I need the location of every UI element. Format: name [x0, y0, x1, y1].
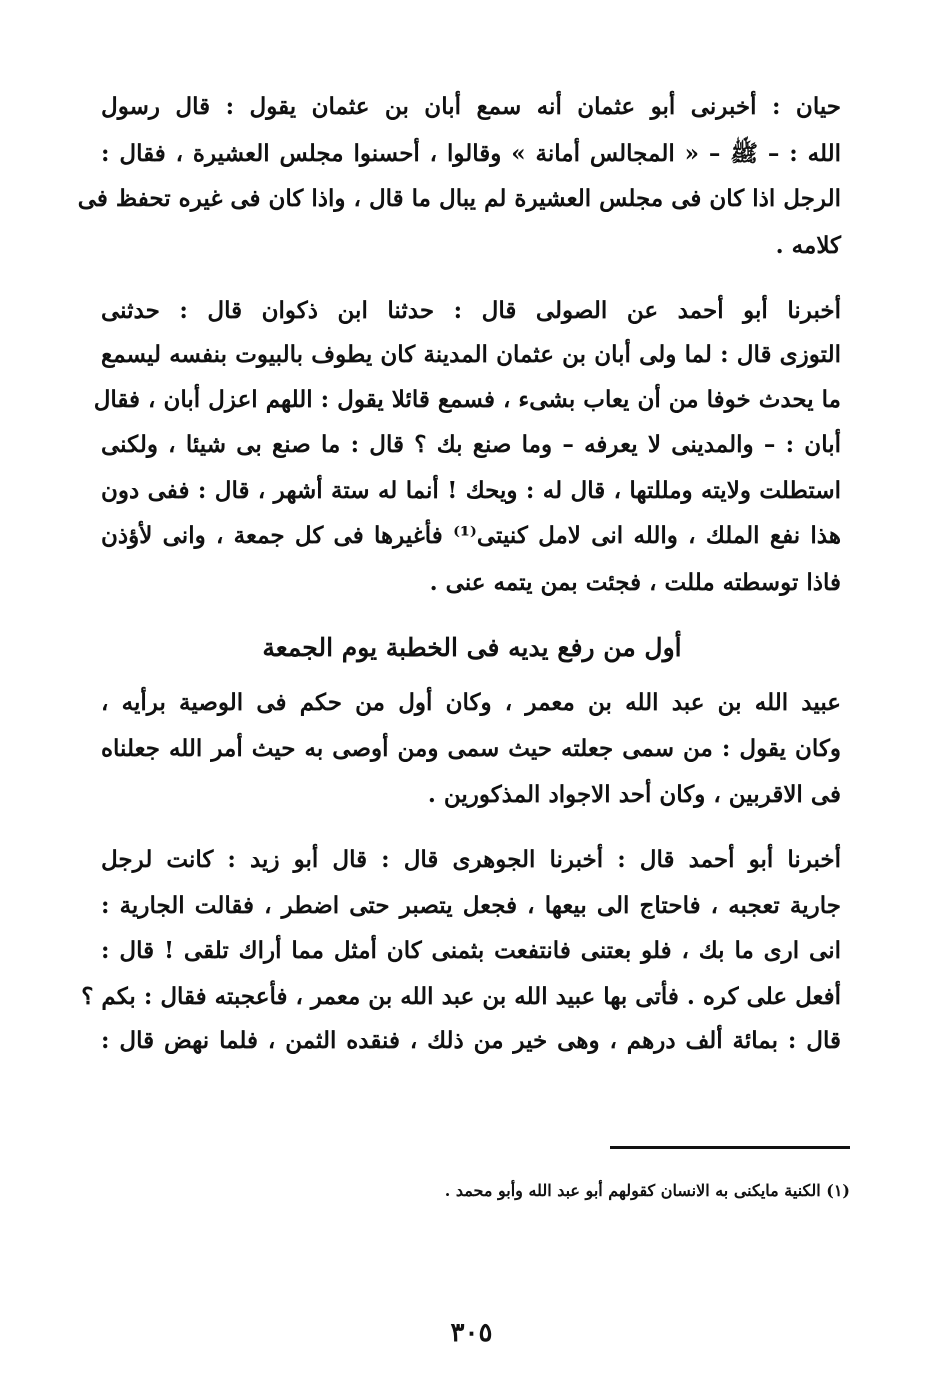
text-line: أبان : – والمدينى لا يعرفه – وما صنع بك ؟ قال : ما صنع بى شيئا ، ولكنى: [101, 431, 841, 458]
text-line: أخبرنا أبو أحمد قال : أخبرنا الجوهرى قال : قال أبو زيد : كانت لرجل: [101, 846, 841, 873]
text-line: التوزى قال : لما ولى أبان بن عثمان المدينة كان يطوف بالبيوت بنفسه ليسمع: [101, 341, 841, 368]
text-line: الرجل اذا كان فى مجلس العشيرة لم يبال ما قال ، واذا كان فى غيره تحفظ فى: [77, 185, 841, 212]
text-line: أخبرنا أبو أحمد عن الصولى قال : حدثنا ابن ذكوان قال : حدثنى: [101, 297, 841, 324]
text-line: جارية تعجبه ، فاحتاج الى بيعها ، فجعل يتصبر حتى اضطر ، فقالت الجارية :: [101, 892, 841, 919]
text-line: قال : بمائة ألف درهم ، وهى خير من ذلك ، فنقده الثمن ، فلما نهض قال :: [101, 1027, 841, 1054]
footnote-divider: [610, 1146, 850, 1149]
text-line: فاذا توسطته مللت ، فجئت بمن يتمه عنى .: [429, 569, 841, 596]
text-line: أفعل على كره . فأتى بها عبيد الله بن عبد الله بن معمر ، فأعجبته فقال : بكم ؟: [81, 983, 841, 1010]
text-line: انى ارى ما بك ، فلو بعتنى فانتفعت بثمنى كان أمثل مما أراك تلقى ! قال :: [101, 937, 841, 964]
text-line: هذا نفع الملك ، والله انى لامل كنيتى⁽¹⁾ فأغيرها فى كل جمعة ، وانى لأؤذن: [101, 522, 841, 549]
text-line: ما يحدث خوفا من أن يعاب بشىء ، فسمع قائلا يقول : اللهم اعزل أبان ، فقال: [93, 386, 841, 413]
footnote: (١) الكنية مايكنى به الانسان كقولهم أبو عبد الله وأبو محمد .: [444, 1181, 850, 1200]
text-line: استطلت ولايته ومللتها ، قال له : ويحك ! أنما له ستة أشهر ، قال : ففى دون: [101, 477, 841, 504]
text-line: وكان يقول : من سمى جعلته حيث سمى ومن أوصى به حيث أمر الله جعلناه: [101, 735, 841, 762]
section-heading: أول من رفع يديه فى الخطبة يوم الجمعة: [262, 633, 682, 662]
text-line: كلامه .: [775, 232, 841, 259]
page-number: ٣٠٥: [450, 1318, 493, 1348]
text-line: فى الاقربين ، وكان أحد الاجواد المذكورين .: [427, 781, 841, 808]
text-line: حيان : أخبرنى أبو عثمان أنه سمع أبان بن عثمان يقول : قال رسول: [101, 93, 841, 120]
text-line: الله : – ﷺ – « المجالس أمانة » وقالوا ، أحسنوا مجلس العشيرة ، فقال :: [101, 140, 841, 167]
text-line: عبيد الله بن عبد الله بن معمر ، وكان أول من حكم فى الوصية برأيه ،: [101, 689, 841, 716]
